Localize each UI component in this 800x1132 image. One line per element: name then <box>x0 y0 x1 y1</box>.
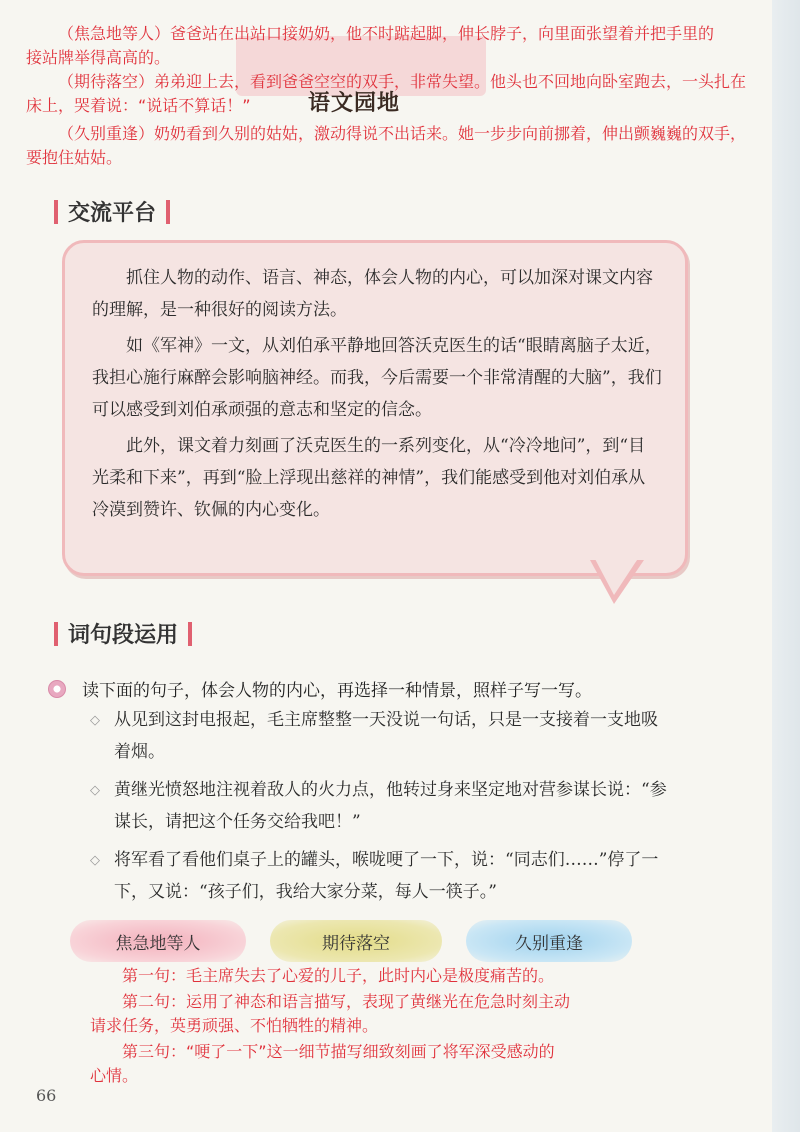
note-line: 第一句：毛主席失去了心爱的儿子，此时内心是极度痛苦的。 <box>122 966 555 985</box>
diamond-bullet-icon: ◇ <box>90 783 100 798</box>
example-item: ◇ 将军看了看他们桌子上的罐头，喉咙哽了一下，说：“同志们……”停了一下，又说：“孩子们，我给大家分菜，每人一筷子。” <box>90 844 670 908</box>
note-line: 第三句：“哽了一下”这一细节描写细致刻画了将军深受感动的心情。 <box>90 1042 555 1085</box>
exchange-paragraph: 此外，课文着力刻画了沃克医生的一系列变化，从“冷冷地问”，到“目光柔和下来”，再到“脸上浮现出慈祥的神情”，我们能感受到他对刘伯承从冷漠到赞许、钦佩的内心变化。 <box>92 436 646 520</box>
exchange-paragraph: 如《军神》一文，从刘伯承平静地回答沃克医生的话“眼睛离脑子太近，我担心施行麻醉会影响脑神经。而我，今后需要一个非常清醒的大脑”，我们可以感受到刘伯承顽强的意志和坚定的信念。 <box>92 336 662 420</box>
note-line: 第二句：运用了神态和语言描写，表现了黄继光在危急时刻主动请求任务，英勇顽强、不怕牺牲的精神。 <box>90 992 571 1035</box>
handwritten-answer-2: （期待落空）弟弟迎上去，看到爸爸空空的双手，非常失望。他头也不回地向卧室跑去，一头扎在床上，哭着说：“说话不算话！” <box>26 72 747 115</box>
exchange-content <box>92 262 662 530</box>
handwritten-answer-3: （久别重逢）奶奶看到久别的姑姑，激动得说不出话来。她一步步向前挪着，伸出颤巍巍的双手，要抱住姑姑。 <box>26 124 747 167</box>
handwritten-notes <box>90 964 570 1090</box>
page-number: 66 <box>36 1086 57 1105</box>
title-bar-left <box>54 200 58 224</box>
exchange-paragraph: 抓住人物的动作、语言、神态，体会人物的内心，可以加深对课文内容的理解，是一种很好的阅读方法。 <box>92 268 653 320</box>
page-title: 语文园地 <box>308 91 401 116</box>
example-item: ◇ 黄继光愤怒地注视着敌人的火力点，他转过身来坚定地对营参谋长说：“参谋长，请把这个任务交给我吧！” <box>90 774 670 838</box>
handwritten-answer-1: （焦急地等人）爸爸站在出站口接奶奶，他不时踮起脚，伸长脖子，向里面张望着并把手里的接站牌举得高高的。 <box>26 24 715 67</box>
example-sentences <box>90 704 670 914</box>
title-bar-right <box>166 200 170 224</box>
task-instruction: 读下面的句子，体会人物的内心，再选择一种情景，照样子写一写。 <box>48 676 592 701</box>
section-title-usage: 词句段运用 <box>44 618 202 649</box>
section-title-exchange: 交流平台 <box>44 196 180 227</box>
flower-bullet-icon <box>48 680 66 698</box>
diamond-bullet-icon: ◇ <box>90 853 100 868</box>
scenario-pill-2: 期待落空 <box>270 920 442 962</box>
page-edge <box>772 0 800 1132</box>
scenario-pill-3: 久别重逢 <box>466 920 632 962</box>
example-item: ◇ 从见到这封电报起，毛主席整整一天没说一句话，只是一支接着一支地吸着烟。 <box>90 704 670 768</box>
title-bar-left <box>54 622 58 646</box>
diamond-bullet-icon: ◇ <box>90 713 100 728</box>
scenario-pill-1: 焦急地等人 <box>70 920 246 962</box>
title-bar-right <box>188 622 192 646</box>
